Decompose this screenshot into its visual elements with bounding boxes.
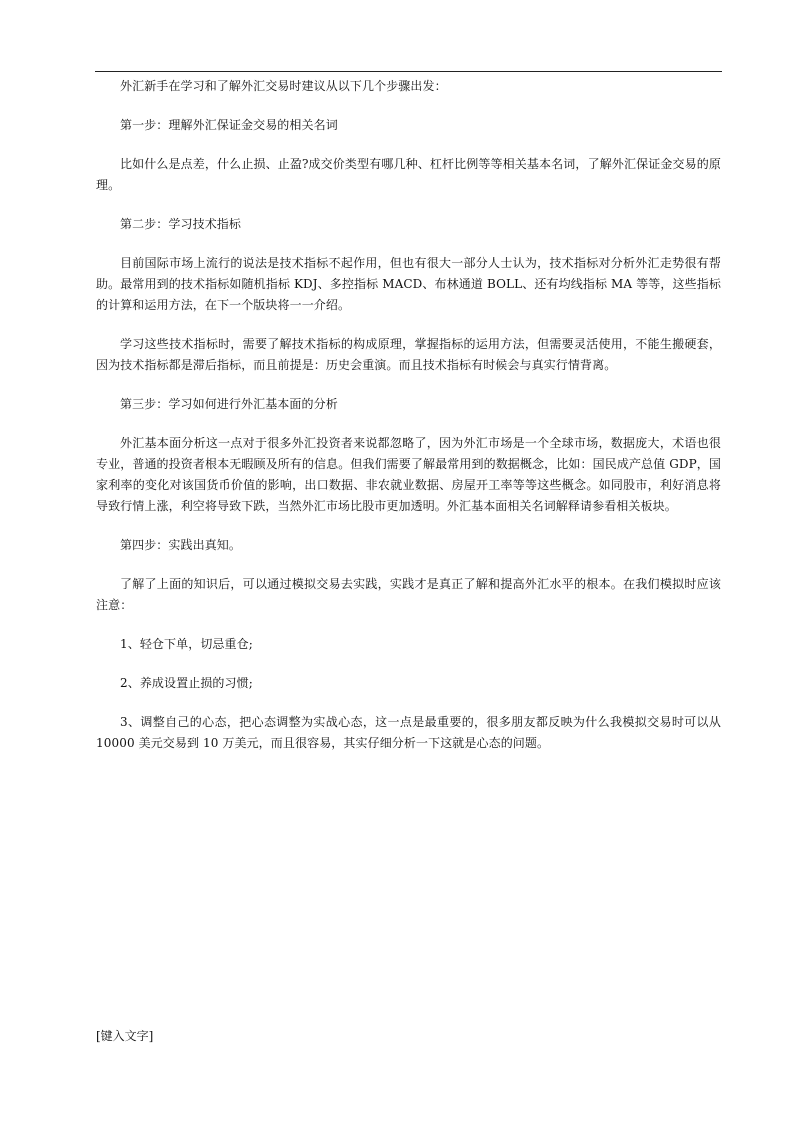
step-three-heading: 第三步：学习如何进行外汇基本面的分析 <box>120 397 338 411</box>
document-body <box>96 76 721 772</box>
step-four-heading: 第四步：实践出真知。 <box>120 538 242 552</box>
step-two-paragraph: 目前国际市场上流行的说法是技术指标不起作用，但也有很大一部分人士认为，技术指标对分析外汇走势很有帮助。最常用到的技术指标如随机指标 KDJ、多控指标 MACD、布林通道 BOLL、还有均线指标 MA 等等，这些指标的计算和运用方法，在下一个版块将一一介绍。 <box>96 256 721 312</box>
step-three-paragraph: 外汇基本面分析这一点对于很多外汇投资者来说都忽略了，因为外汇市场是一个全球市场，数据庞大，术语也很专业，普通的投资者根本无暇顾及所有的信息。但我们需要了解最常用到的数据概念，比如：国民成产总值 GDP，国家利率的变化对该国货币价值的影响，出口数据、非农就业数据、房屋开工率等等这些概念。如同股市，利好消息将导致行情上涨，利空将导致下跌，当然外汇市场比股市更加透明。外汇基本面相关名词解释请参看相关板块。 <box>96 436 721 513</box>
intro-paragraph: 外汇新手在学习和了解外汇交易时建议从以下几个步骤出发： <box>120 79 447 93</box>
step-two-paragraph-2: 学习这些技术指标时，需要了解技术指标的构成原理，掌握指标的运用方法，但需要灵活使用，不能生搬硬套，因为技术指标都是滞后指标，而且前提是：历史会重演。而且技术指标有时候会与真实行情背离。 <box>96 337 721 372</box>
tip-item-3: 3、调整自己的心态，把心态调整为实战心态，这一点是最重要的，很多朋友都反映为什么我模拟交易时可以从 10000 美元交易到 10 万美元，而且很容易，其实仔细分析一下这就是心态的问题。 <box>96 715 721 750</box>
step-one-paragraph: 比如什么是点差，什么止损、止盈?成交价类型有哪几种、杠杆比例等等相关基本名词，了解外汇保证金交易的原理。 <box>96 157 721 192</box>
tip-item-1: 1、轻仓下单，切忌重仓; <box>120 637 253 651</box>
footer-placeholder-text[interactable]: [键入文字] <box>96 1029 154 1043</box>
step-one-heading: 第一步：理解外汇保证金交易的相关名词 <box>120 118 338 132</box>
step-two-heading: 第二步：学习技术指标 <box>120 217 242 231</box>
step-four-paragraph: 了解了上面的知识后，可以通过模拟交易去实践，实践才是真正了解和提高外汇水平的根本。在我们模拟时应该注意： <box>96 577 721 612</box>
header-rule <box>95 71 722 72</box>
tip-item-2: 2、养成设置止损的习惯; <box>120 676 253 690</box>
